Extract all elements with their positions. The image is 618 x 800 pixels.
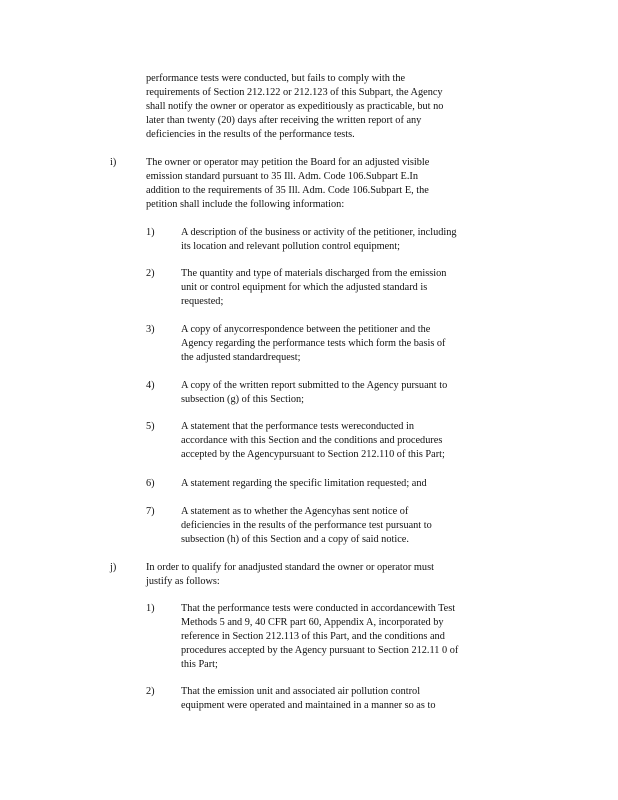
section-i-item-7-text: A statement as to whether the Agencyhas sent notice of deficiencies in the results of the performance test pursuant to subsection (h) of this Section and a copy of said notice. <box>181 506 432 545</box>
intro-paragraph: performance tests were conducted, but fails to comply with the requirements of Section 212.122 or 212.123 of this Subpart, the Agency shall notify the owner or operator as expeditiously as practicable, but no later than twenty (20) days after receiving the written report of any deficiencies in the results of the performance tests. <box>146 73 444 140</box>
section-i-item-6-text: A statement regarding the specific limitation requested; and <box>181 478 427 489</box>
section-j-text: In order to qualify for anadjusted standard the owner or operator must justify as follows: <box>146 562 434 587</box>
section-j-item-1-number: 1) <box>146 603 155 614</box>
section-i-text: The owner or operator may petition the Board for an adjusted visible emission standard pursuant to 35 Ill. Adm. Code 106.Subpart E.In addition to the requirements of 35 Ill. Adm. Code 106.Subpart E, the petition shall include the following information: <box>146 157 430 210</box>
section-j-item-2-text: That the emission unit and associated air pollution control equipment were operated and maintained in a manner so as to <box>181 686 436 711</box>
section-i-item-3-text: A copy of anycorrespondence between the petitioner and the Agency regarding the performance tests which form the basis of the adjusted standardrequest; <box>181 324 446 363</box>
section-i-item-4-number: 4) <box>146 380 155 391</box>
section-j-item-1-text: That the performance tests were conducted in accordancewith Test Methods 5 and 9, 40 CFR part 60, Appendix A, incorporated by reference in Section 212.113 of this Part, and the conditions and procedures accepted by the Agency pursuant to Section 212.11 0 of this Part; <box>181 603 459 670</box>
section-i-item-5-text: A statement that the performance tests wereconducted in accordance with this Section and the conditions and procedures accepted by the Agencypursuant to Section 212.110 of this Part; <box>181 421 445 460</box>
section-i-item-2-text: The quantity and type of materials discharged from the emission unit or control equipment for which the adjusted standard is requested; <box>181 268 447 307</box>
section-i-item-1-text: A description of the business or activity of the petitioner, including its location and relevant pollution control equipment; <box>181 227 457 252</box>
section-i-item-2-number: 2) <box>146 268 155 279</box>
section-j-marker: j) <box>110 562 117 573</box>
section-i-item-1-number: 1) <box>146 227 155 238</box>
section-i-item-6-number: 6) <box>146 478 155 489</box>
section-j-item-2-number: 2) <box>146 686 155 697</box>
section-i-item-7-number: 7) <box>146 506 155 517</box>
section-i-item-5-number: 5) <box>146 421 155 432</box>
section-i-item-3-number: 3) <box>146 324 155 335</box>
section-i-item-4-text: A copy of the written report submitted to the Agency pursuant to subsection (g) of this Section; <box>181 380 448 405</box>
section-i-marker: i) <box>110 157 117 168</box>
